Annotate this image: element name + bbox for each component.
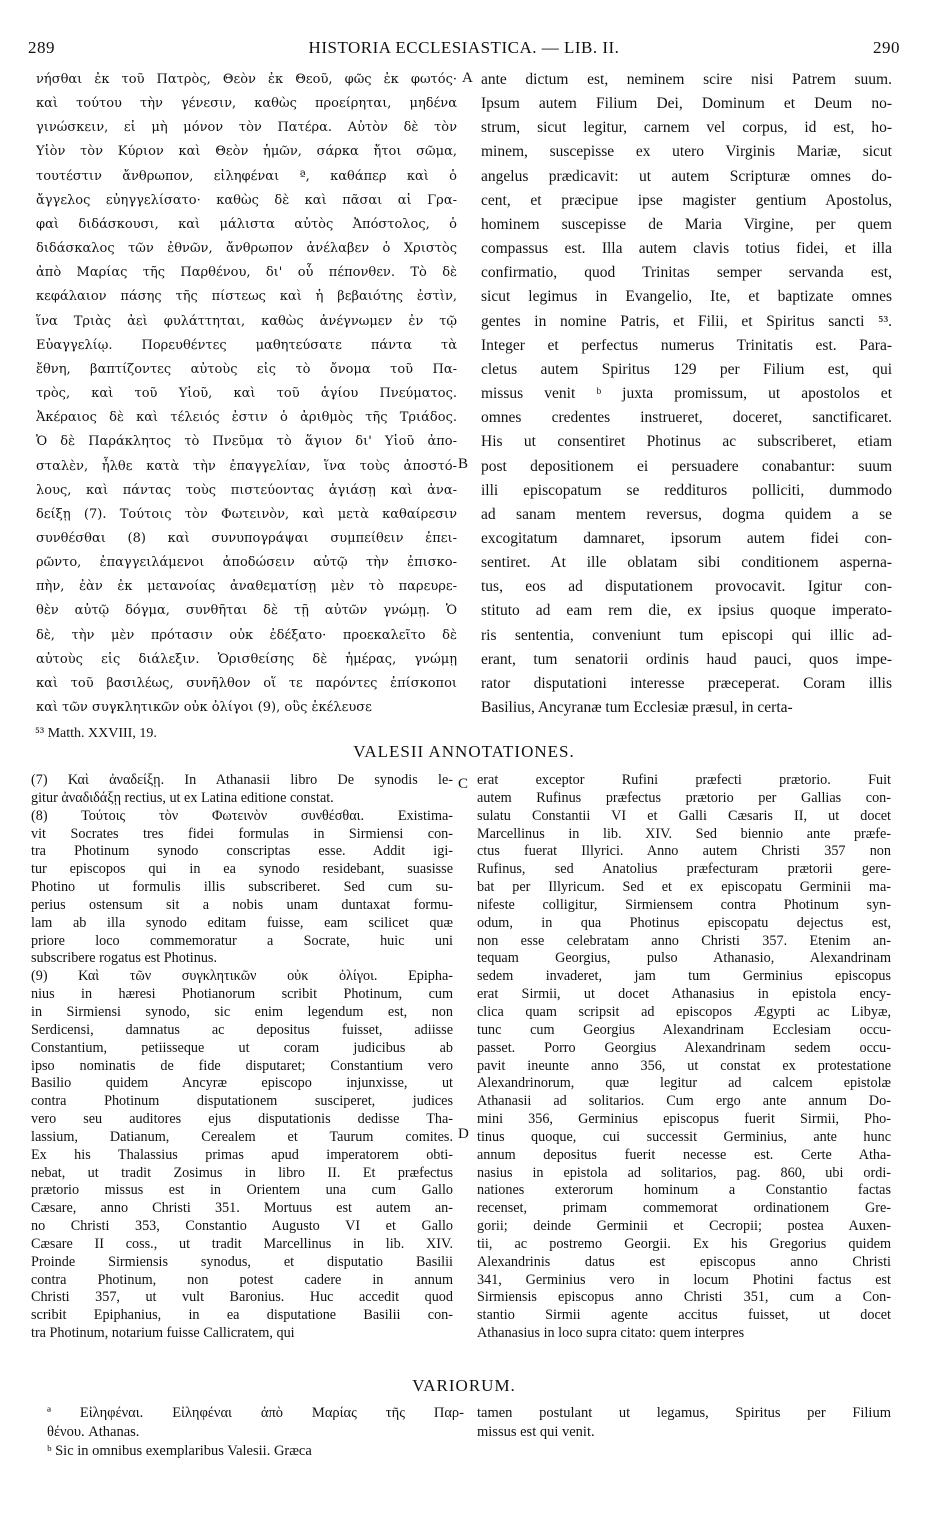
text-line: ris sententia, conveniunt tum episcopi qui illic ad- bbox=[481, 626, 892, 644]
text-line: tequam Georgius, pulso Athanasio, Alexandrinam bbox=[477, 950, 891, 967]
text-line: θένου. Athanas. bbox=[47, 1424, 140, 1440]
text-line: contra Photinum, non potest cadere in annum bbox=[31, 1271, 453, 1288]
text-line: δὲ, τὴν μὲν πρότασιν οὐκ ἐδέξατο· προεκαλεῖτο δὲ bbox=[36, 627, 457, 643]
text-line: Ὁ δὲ Παράκλητος τὸ Πνεῦμα τὸ ἅγιον δι' Υἱοῦ ἀπο- bbox=[36, 434, 457, 450]
text-line: πὴν, ἐὰν ἐκ μετανοίας ἀναθεματίσῃ μὲν τὸ παρευρε- bbox=[36, 579, 457, 595]
text-line: ρῶντο, ἐπαγγειλάμενοι ἀποδώσειν αὐτῷ τὴν ἐπισκο- bbox=[36, 555, 457, 571]
page-header bbox=[28, 38, 900, 62]
text-line: ad sanam mentem reversus, dogma quidem a se bbox=[481, 505, 892, 523]
text-line: καὶ τοῦ βασιλέως, συνῆλθον οἵ τε παρόντες ἐπίσκοποι bbox=[36, 675, 457, 691]
text-line: gitur ἀναδιδάξῃ rectius, ut ex Latina editione constat. bbox=[31, 789, 334, 806]
text-line: sulatu Constantii VI et Galli Cæsaris II, ut docet bbox=[477, 807, 891, 824]
text-line: Ipsum autem Filium Dei, Dominum et Deum no- bbox=[481, 95, 892, 113]
text-line: nasius in epistola ad solitarios, pag. 860, ubi ordi- bbox=[477, 1164, 891, 1181]
margin-marker-a: A bbox=[462, 70, 473, 86]
text-line: pavit ineunte anno 356, ut constat ex protestatione bbox=[477, 1057, 891, 1074]
text-line: cent, et præcipue ipse magister gentium Apostolus, bbox=[481, 191, 892, 209]
text-line: Marcellinus in lib. XIV. Sed biennio ante præfe- bbox=[477, 825, 891, 842]
margin-marker-c: C bbox=[458, 776, 469, 792]
page-number-right: 290 bbox=[873, 38, 900, 57]
text-line: (9) Καὶ τῶν συγκλητικῶν οὐκ ὀλίγοι. Epipha- bbox=[31, 968, 453, 985]
text-line: subscribere rogatus est Photinus. bbox=[31, 950, 217, 967]
text-line: Integer et perfectus numerus Trinitatis est. Para- bbox=[481, 336, 892, 354]
text-line: tamen postulant ut legamus, Spiritus per Filium bbox=[477, 1405, 891, 1421]
text-line: αὐτοὺς εἰς διάλεξιν. Ὁρισθείσης δὲ ἡμέρας, γνώμῃ bbox=[36, 651, 457, 667]
greek-text-column bbox=[36, 68, 457, 720]
annotations-right-column bbox=[477, 772, 891, 1343]
text-line: nius in hæresi Photianorum scribit Photinum, cum bbox=[31, 986, 453, 1003]
text-line: Christi 357, ut vult Baronius. Huc accedit quod bbox=[31, 1289, 453, 1306]
text-line: Athanasius in loco supra citato: quem interpres bbox=[477, 1325, 745, 1342]
text-line: illi episcopatum se reddituros polliciti, dummodo bbox=[481, 481, 892, 499]
text-line: ἄγγελος εὐηγγελίσατο· καθὼς δὲ καὶ πᾶσαι αἱ Γρα- bbox=[36, 192, 457, 208]
text-line: strum, sicut legitur, carnem vel corpus, id est, ho- bbox=[481, 119, 892, 137]
text-line: tus, eos ad disputationem provocavit. Igitur con- bbox=[481, 578, 892, 596]
margin-marker-d: D bbox=[458, 1126, 469, 1142]
annotations-left-column bbox=[31, 772, 453, 1343]
text-line: κεφάλαιον πάσης τῆς πίστεως καὶ ἡ βεβαιότης ἐστὶν, bbox=[36, 289, 457, 305]
text-line: erat exceptor Rufini præfecti prætorio. Fuit bbox=[477, 772, 891, 788]
text-line: prætorio missus est in Orientem una cum Gallo bbox=[31, 1182, 453, 1199]
text-line: συνθέσθαι (8) καὶ συνυπογράψαι συμπείθειν ἐπει- bbox=[36, 530, 457, 546]
text-line: ᵇ Sic in omnibus exemplaribus Valesii. Græca bbox=[47, 1443, 312, 1459]
text-line: Constantium, petiisseque ut coram judicibus ab bbox=[31, 1039, 453, 1056]
text-line: Photino ut formulis illis subscriberet. Sed cum su- bbox=[31, 879, 453, 896]
text-line: gorii; deinde Germinii et Cecropii; postea Auxen- bbox=[477, 1218, 891, 1235]
text-line: ante dictum est, neminem scire nisi Patrem suum. bbox=[481, 71, 892, 88]
text-line: perius ostensum sit a nobis unam duntaxat formu- bbox=[31, 896, 453, 913]
text-line: sicut legimus in Evangelio, Ite, et baptizate omnes bbox=[481, 288, 892, 306]
text-line: σταλὲν, ἦλθε κατὰ τὴν ἐπαγγελίαν, ἵνα τοὺς ἀποστό- bbox=[36, 458, 457, 474]
text-line: Sirmiensis episcopus anno Christi 351, cum a Con- bbox=[477, 1289, 891, 1306]
text-line: autem Rufinus præfectus prætorio per Gallias con- bbox=[477, 789, 891, 806]
text-line: διδάσκαλος τῶν ἐθνῶν, ἄνθρωπον ἀνέλαβεν ὁ Χριστὸς bbox=[36, 241, 457, 257]
page-number-left: 289 bbox=[28, 38, 55, 57]
text-line: Rufinus, sed Anatolius præfecturam prætorii gere- bbox=[477, 861, 891, 878]
text-line: Ἀκέραιος δὲ καὶ τέλειός ἐστιν ὁ ἀριθμὸς τῆς Τριάδος. bbox=[36, 410, 457, 426]
text-line: no Christi 353, Constantio Augusto VI et Gallo bbox=[31, 1218, 453, 1235]
text-line: His ut consentiret Photinus ac subscriberet, etiam bbox=[481, 433, 892, 451]
text-line: 341, Germinius vero in locum Photini factus est bbox=[477, 1271, 891, 1288]
text-line: recenset, primam commemorat ordinationem Gre- bbox=[477, 1200, 891, 1217]
text-line: post depositionem ei persuadere conabantur: suum bbox=[481, 457, 892, 475]
text-line: mini 356, Germinius episcopus fuerit Sirmii, Pho- bbox=[477, 1111, 891, 1128]
text-line: τουτέστιν ἄνθρωπον, εἰληφέναι ª, καθάπερ καὶ ὁ bbox=[36, 168, 457, 184]
text-line: passet. Porro Georgius Alexandrinam sedem occu- bbox=[477, 1039, 891, 1056]
annotations-title: VALESII ANNOTATIONES. bbox=[353, 742, 575, 761]
text-line: hominem suscepisse de Maria Virgine, per quem bbox=[481, 215, 892, 233]
text-line: Alexandrinis datus est episcopus anno Christi bbox=[477, 1253, 891, 1270]
text-line: Proinde Sirmiensis synodus, et disputatio Basilii bbox=[31, 1253, 453, 1270]
text-line: stituto ad eam rem die, ex ipsius quoque imperato- bbox=[481, 602, 892, 620]
text-line: excogitatum damnaret, ipsorum autem fidei con- bbox=[481, 529, 892, 547]
variorum-title: VARIORUM. bbox=[412, 1376, 516, 1395]
text-line: δείξῃ (7). Τούτοις τὸν Φωτεινὸν, καὶ μετὰ καθαίρεσιν bbox=[36, 506, 457, 522]
text-line: Cæsare II coss., ut tradit Marcellinus in lib. XIV. bbox=[31, 1235, 453, 1252]
text-line: ª Εἰληφέναι. Εἰληφέναι ἀπὸ Μαρίας τῆς Παρ- bbox=[47, 1405, 464, 1421]
text-line: sedem invaderet, jam tum Germinius episcopus bbox=[477, 968, 891, 985]
text-line: γινώσκειν, εἰ μὴ μόνον τὸν Πατέρα. Αὐτὸν δὲ τὸν bbox=[36, 120, 457, 136]
margin-marker-b: B bbox=[458, 456, 469, 472]
text-line: gentes in nomine Patris, et Filii, et Spiritus sancti ⁵³. bbox=[481, 312, 892, 330]
text-line: priore loco commemoratur a Socrate, huic uni bbox=[31, 932, 453, 949]
text-line: tunc cum Georgius Alexandrinam Ecclesiam occu- bbox=[477, 1021, 891, 1038]
text-line: Athanasii ad solitarios. Cum ergo ante annum Do- bbox=[477, 1093, 891, 1110]
text-line: minem, suscepisse ex utero Virginis Mariæ, sicut bbox=[481, 143, 892, 161]
text-line: nebat, ut tradit Zosimus in libro II. Et præfectus bbox=[31, 1164, 453, 1181]
scripture-footnote: ⁵³ Matth. XXVIII, 19. bbox=[35, 726, 157, 741]
text-line: λους, καὶ πάντας τοὺς πιστεύοντας ἁγιάσῃ καὶ ἀνα- bbox=[36, 482, 457, 498]
text-line: Alexandrinorum, quæ legitur ad calcem epistolæ bbox=[477, 1075, 891, 1092]
text-line: bat per Illyricum. Sed et ex episcopatu Germinii ma- bbox=[477, 879, 891, 896]
text-line: non esse celebratam anno Christi 357. Etenim an- bbox=[477, 932, 891, 949]
text-line: καὶ τῶν συγκλητικῶν οὐκ ὀλίγοι (9), οὓς ἐκέλευσε bbox=[36, 700, 372, 716]
text-line: καὶ τούτου τὴν γένεσιν, καθὼς προείρηται, μηδένα bbox=[36, 96, 457, 112]
text-line: odum, in qua Photinus episcopatu dejectus est, bbox=[477, 914, 891, 931]
text-line: ctus fuerat Illyrici. Anno autem Christi 357 non bbox=[477, 843, 891, 860]
text-line: Υἱὸν τὸν Κύριον καὶ Θεὸν ἡμῶν, σάρκα ἤτοι σῶμα, bbox=[36, 144, 457, 160]
text-line: tra Photinum, notarium fuisse Callicratem, qui bbox=[31, 1325, 295, 1342]
text-line: tii, ac postremo Georgii. Ex his Gregorius quidem bbox=[477, 1235, 891, 1252]
text-line: νήσθαι ἐκ τοῦ Πατρὸς, Θεὸν ἐκ Θεοῦ, φῶς ἐκ φωτός· bbox=[36, 72, 457, 87]
text-line: Ex his Thalassius primas apud imperatorem obti- bbox=[31, 1146, 453, 1163]
text-line: θὲν αὐτῷ δόγμα, συνθῆται δὲ τῇ αὐτῶν γνώμῃ. Ὁ bbox=[36, 603, 457, 619]
text-line: nationes exterorum hominum a Constantio factas bbox=[477, 1182, 891, 1199]
text-line: stantio Sirmii agente accitus fuisset, ut docet bbox=[477, 1307, 891, 1324]
variorum-right-column bbox=[477, 1404, 891, 1442]
text-line: scribit Epiphanius, in ea disputatione Basilii con- bbox=[31, 1307, 453, 1324]
text-line: Εὐαγγελίῳ. Πορευθέντες μαθητεύσατε πάντα τὰ bbox=[36, 337, 457, 353]
text-line: sentiret. At ille oblatam sibi conditionem asperna- bbox=[481, 554, 892, 572]
latin-text-column bbox=[481, 68, 892, 720]
text-line: Cæsare, anno Christi 351. Mortuus est autem an- bbox=[31, 1200, 453, 1217]
text-line: annum depositus fuerit necesse est. Certe Atha- bbox=[477, 1146, 891, 1163]
text-line: confirmatio, quod Trinitas semper servanda est, bbox=[481, 264, 892, 282]
text-line: tinus quoque, cui successit Germinius, ante hunc bbox=[477, 1128, 891, 1145]
text-line: Basilius, Ancyranæ tum Ecclesiæ præsul, in certa- bbox=[481, 699, 793, 717]
text-line: rator disputationi interesse præceperat. Coram illis bbox=[481, 674, 892, 692]
text-line: (7) Καὶ ἀναδείξῃ. In Athanasii libro De synodis le- bbox=[31, 772, 453, 788]
text-line: missus venit ᵇ juxta promissum, ut apostolos et bbox=[481, 385, 892, 403]
text-line: ipso nominatis de fide disputaret; Constantium vero bbox=[31, 1057, 453, 1074]
text-line: contra Photinum disputationem susciperet, judices bbox=[31, 1093, 453, 1110]
text-line: ἔθνη, βαπτίζοντες αὐτοὺς εἰς τὸ ὄνομα τοῦ Πα- bbox=[36, 361, 457, 377]
text-line: ἵνα Τριὰς ἀεὶ φυλάττηται, καθὼς ἀνέγνωμεν ἐν τῷ bbox=[36, 313, 457, 329]
text-line: erant, tum senatorii ordinis haud pauci, quos impe- bbox=[481, 650, 892, 668]
text-line: cletus autem Spiritus 129 per Filium est, qui bbox=[481, 360, 892, 378]
text-line: φαὶ διδάσκουσι, καὶ μάλιστα αὐτὸς Ἀπόστολος, ὁ bbox=[36, 216, 457, 232]
text-line: missus est qui venit. bbox=[477, 1424, 595, 1440]
text-line: (8) Τούτοις τὸν Φωτεινὸν συνθέσθαι. Existima- bbox=[31, 807, 453, 824]
text-line: omnes credentes instrueret, doceret, sanctificaret. bbox=[481, 409, 892, 427]
text-line: lam ab illa synodo editam fuisse, eam scilicet quæ bbox=[31, 914, 453, 931]
text-line: compassus est. Illa autem clavis totius fidei, et illa bbox=[481, 240, 892, 258]
text-line: angelus prædicavit: ut autem Scripturæ omnes do- bbox=[481, 167, 892, 185]
text-line: lassium, Datianum, Cerealem et Taurum comites. bbox=[31, 1128, 453, 1145]
text-line: vero seu auditores ejus disputationis dedisse Tha- bbox=[31, 1111, 453, 1128]
running-title: HISTORIA ECCLESIASTICA. — LIB. II. bbox=[308, 38, 620, 57]
text-line: tur episcopos qui in ea synodo residebant, suasisse bbox=[31, 861, 453, 878]
text-line: nifeste colligitur, Sirmiensem contra Photinum syn- bbox=[477, 896, 891, 913]
text-line: Serdicensi, damnatus ac depositus fuisset, adiisse bbox=[31, 1021, 453, 1038]
text-line: Basilio quidem Ancyræ episcopo injunxisse, ut bbox=[31, 1075, 453, 1092]
text-line: erat Sirmii, ut docet Athanasius in epistola ency- bbox=[477, 986, 891, 1003]
text-line: vit Socrates tres fidei formulas in Sirmiensi con- bbox=[31, 825, 453, 842]
text-line: τρὸς, καὶ τοῦ Υἱοῦ, καὶ τοῦ ἁγίου Πνεύματος. bbox=[36, 386, 457, 402]
text-line: ἀπὸ Μαρίας τῆς Παρθένου, δι' οὗ πέπονθεν. Τὸ δὲ bbox=[36, 265, 457, 281]
text-line: clica quam scripsit ad episcopos Ægypti ac Libyæ, bbox=[477, 1003, 891, 1020]
text-line: tra Photinum synodo conscriptas esse. Addit igi- bbox=[31, 843, 453, 860]
text-line: in Sirmiensi synodo, sic enim legendum est, non bbox=[31, 1003, 453, 1020]
variorum-left-column bbox=[47, 1404, 464, 1461]
